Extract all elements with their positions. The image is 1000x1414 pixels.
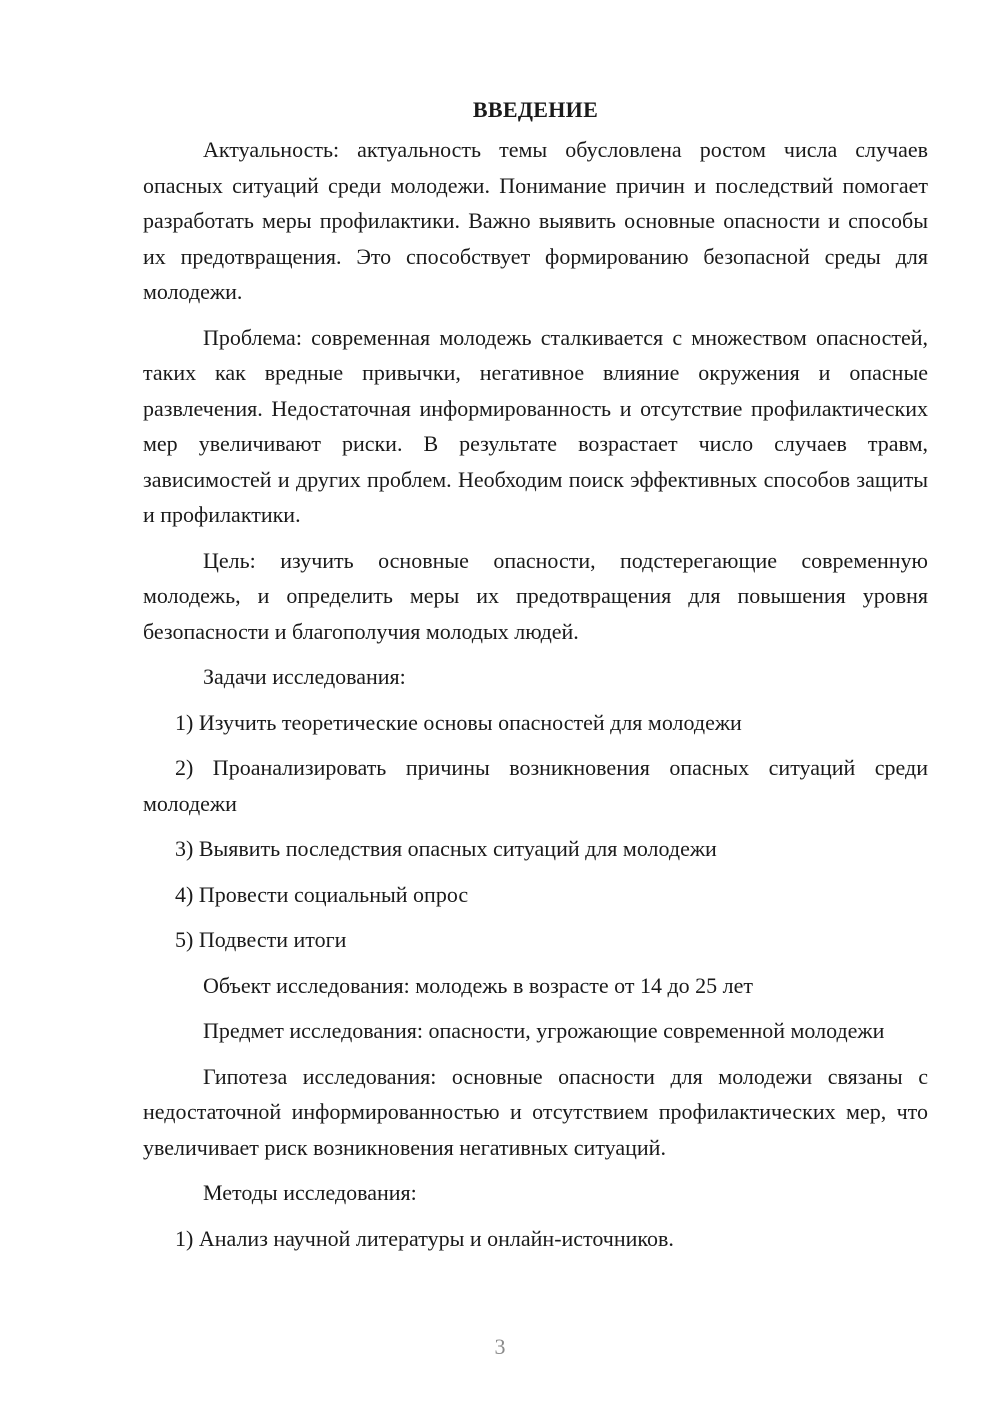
problem-paragraph: Проблема: современная молодежь сталкивается с множеством опасностей, таких как вредные привычки, негативное влияние окружения и опасные развлечения. Недостаточная информированность и отсутствие профилактических мер увеличивают риски. В результате возрастает число случаев травм, зависимостей и других проблем. Необходим поиск эффективных способов защиты и профилактики.: [143, 324, 928, 527]
relevance-paragraph: Актуальность: актуальность темы обусловлена ростом числа случаев опасных ситуаций среди молодежи. Понимание причин и последствий помогает разработать меры профилактики. Важно выявить основные опасности и способы их предотвращения. Это способствует формированию безопасной среды для молодежи.: [143, 137, 928, 304]
task-item-2: 2) Проанализировать причины возникновения опасных ситуаций среди молодежи: [143, 755, 928, 816]
method-item-1: 1) Анализ научной литературы и онлайн-источников.: [175, 1225, 674, 1251]
subject-paragraph: Предмет исследования: опасности, угрожающие современной молодежи: [203, 1018, 885, 1043]
goal-paragraph: Цель: изучить основные опасности, подстерегающие современную молодежь, и определить меры их предотвращения для повышения уровня безопасности и благополучия молодых людей.: [143, 547, 928, 644]
task-item-4: 4) Провести социальный опрос: [175, 881, 469, 907]
task-item-3: 3) Выявить последствия опасных ситуаций для молодежи: [175, 836, 717, 861]
task-item-5: 5) Подвести итоги: [175, 927, 347, 952]
hypothesis-paragraph: Гипотеза исследования: основные опасности для молодежи связаны с недостаточной информированностью и отсутствием профилактических мер, что увеличивает риск возникновения негативных ситуаций.: [143, 1063, 928, 1160]
task-item-1: 1) Изучить теоретические основы опасностей для молодежи: [175, 709, 742, 735]
page-number: 3: [494, 1334, 506, 1359]
object-paragraph: Объект исследования: молодежь в возрасте от 14 до 25 лет: [203, 972, 754, 998]
tasks-heading: Задачи исследования:: [203, 664, 406, 689]
methods-heading: Методы исследования:: [203, 1180, 417, 1205]
page-title: ВВЕДЕНИЕ: [472, 97, 599, 122]
page-content: [143, 92, 928, 1256]
